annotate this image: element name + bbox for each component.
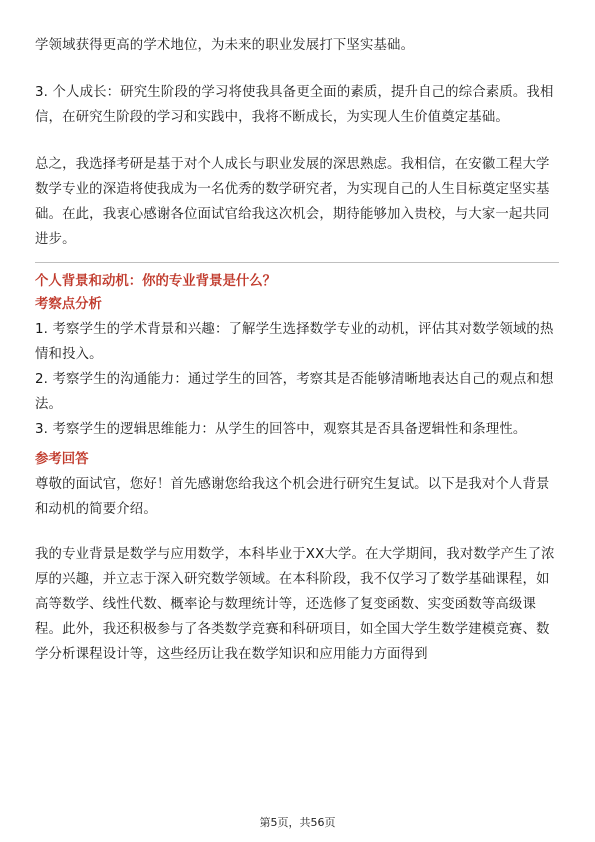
analysis-list xyxy=(35,317,563,442)
section-divider xyxy=(35,262,559,263)
paragraph-summary: 总之，我选择考研是基于对个人成长与职业发展的深思熟虑。我相信，在安徽工程大学数学专业的深造将使我成为一名优秀的数学研究者，为实现自己的人生目标奠定坚实基础。在此，我衷心感谢各位面试官给我这次机会，期待能够加入贵校，与大家一起共同进步。 xyxy=(35,157,550,247)
analysis-item: 1. 考察学生的学术背景和兴趣：了解学生选择数学专业的动机，评估其对数学领域的热情和投入。 xyxy=(35,322,554,362)
analysis-item: 2. 考察学生的沟通能力：通过学生的回答，考察其是否能够清晰地表达自己的观点和想法。 xyxy=(35,372,554,412)
paragraph-point-3: 3. 个人成长：研究生阶段的学习将使我具备更全面的素质，提升自己的综合素质。我相信，在研究生阶段的学习和实践中，我将不断成长，为实现人生价值奠定基础。 xyxy=(35,85,554,125)
analysis-heading: 考察点分析 xyxy=(35,297,102,312)
answer-heading: 参考回答 xyxy=(35,452,89,467)
paragraph-continued: 学领域获得更高的学术地位，为未来的职业发展打下坚实基础。 xyxy=(35,38,415,53)
answer-paragraph: 尊敬的面试官，您好！首先感谢您给我这个机会进行研究生复试。以下是我对个人背景和动机的简要介绍。 xyxy=(35,477,550,517)
analysis-item: 3. 考察学生的逻辑思维能力：从学生的回答中，观察其是否具备逻辑性和条理性。 xyxy=(35,422,527,437)
question-title: 个人背景和动机：你的专业背景是什么？ xyxy=(35,274,277,289)
answer-paragraph: 我的专业背景是数学与应用数学，本科毕业于XX大学。在大学期间，我对数学产生了浓厚的兴趣，并立志于深入研究数学领域。在本科阶段，我不仅学习了数学基础课程，如高等数学、线性代数、概率论与数理统计等，还选修了复变函数、实变函数等高级课程。此外，我还积极参与了各类数学竞赛和科研项目，如全国大学生数学建模竞赛、数学分析课程设计等，这些经历让我在数学知识和应用能力方面得到 xyxy=(35,547,555,662)
page-content xyxy=(35,33,563,667)
page-number: 第5页，共56页 xyxy=(259,816,336,829)
